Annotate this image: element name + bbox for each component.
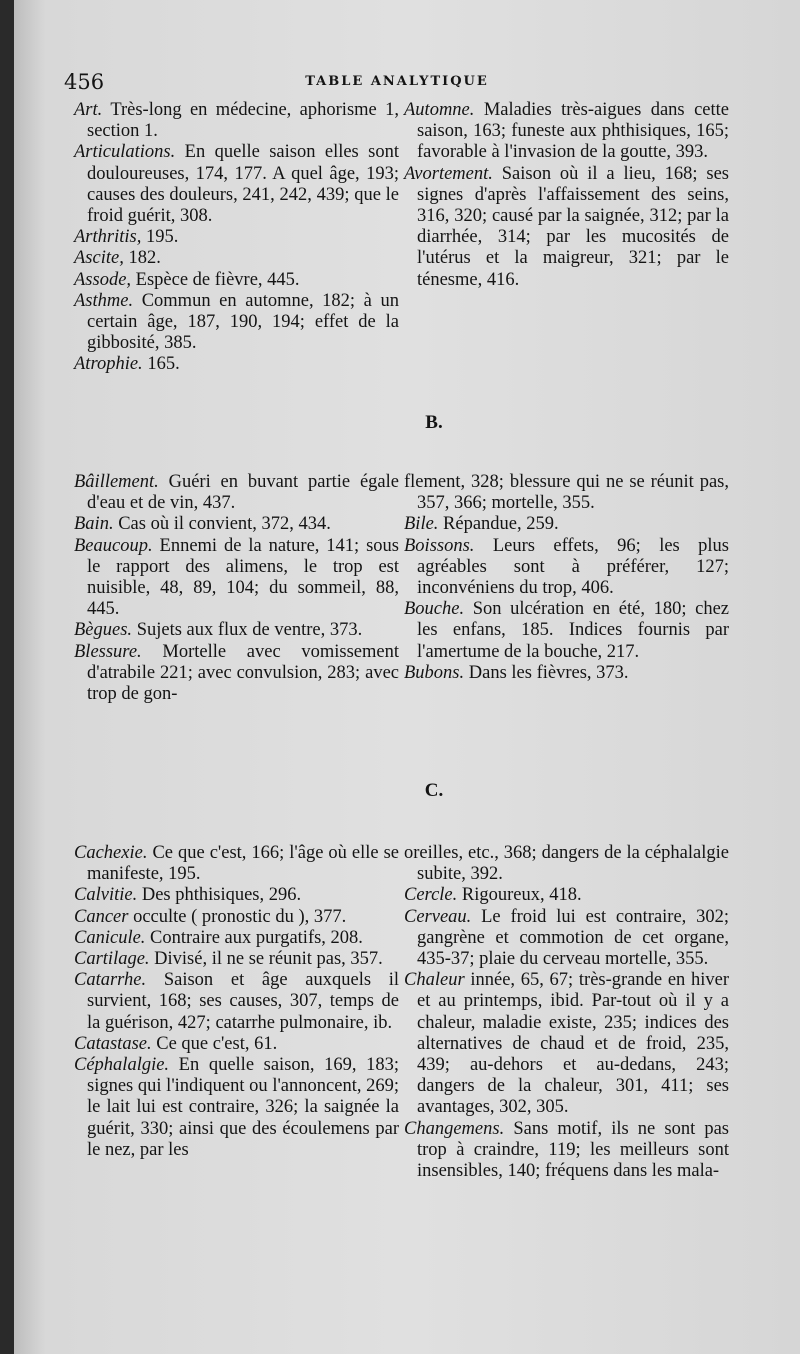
entry-term: Chaleur: [404, 970, 465, 991]
index-entry: [74, 536, 399, 621]
index-entry: [74, 1055, 399, 1161]
entry-text: Saison et âge auxquels il survient, 168; ses causes, 307, temps de la guérison, 427; catarrhe pulmonaire, ib.: [87, 970, 400, 1033]
entry-term: Avortement.: [404, 163, 493, 184]
entry-text: Contraire aux purgatifs, 208.: [150, 927, 363, 948]
entry-term: Cachexie.: [74, 843, 148, 863]
index-entry: [74, 514, 399, 535]
index-entry: [404, 885, 729, 906]
entry-text: Répandue, 259.: [443, 514, 559, 535]
entry-term: Bègues.: [74, 620, 133, 641]
entry-text: Sans motif, ils ne sont pas trop à craindre, 119; les meilleurs sont insensibles, 140; fréquens dans les mala-: [417, 1118, 729, 1182]
index-entry: [74, 291, 399, 355]
entry-text: Guéri en buvant partie égale d'eau et de vin, 437.: [87, 472, 399, 514]
running-title: TABLE ANALYTIQUE: [305, 74, 489, 89]
index-entry: [74, 1034, 399, 1055]
entry-text: Des phthisiques, 296.: [141, 885, 302, 906]
entry-text: Ce que c'est, 166; l'âge où elle se manifeste, 195.: [87, 843, 400, 885]
index-entry: [404, 907, 729, 971]
index-entry: [74, 100, 399, 142]
entry-term: Cerveau.: [404, 906, 472, 927]
page-number: 456: [64, 70, 105, 94]
entry-text: Son ulcération en été, 180; chez les enfans, 185. Indices fournis par l'amertume de la bouche, 217.: [417, 599, 729, 662]
index-entry: [74, 843, 399, 885]
column-left: [74, 100, 399, 376]
entry-text: 165.: [147, 354, 180, 375]
column-left: [74, 472, 399, 705]
index-entry: [404, 1119, 729, 1183]
entry-term: Ascite,: [74, 248, 124, 269]
entry-text: En quelle saison elles sont douloureuses, 174, 177. A quel âge, 193; causes des douleurs, 241, 242, 439; que le froid guérit, 308.: [87, 142, 399, 227]
entry-term: Cercle.: [404, 885, 458, 906]
entry-text: innée, 65, 67; très-grande en hiver et au printemps, ibid. Par-tout où il y a chaleur, maladie existe, 235; indices des alternatives de chaud et de froid, 235, 439; au-dehors et au-dedans, 243; dangers de la chaleur, 301, 411; ses avantages, 302, 305.: [417, 970, 729, 1118]
entry-term: Canicule.: [74, 927, 146, 948]
entry-text: flement, 328; blessure qui ne se réunit pas, 357, 366; mortelle, 355.: [404, 472, 729, 514]
column-right: [404, 100, 729, 291]
index-entry: [74, 354, 399, 375]
index-entry: [74, 970, 399, 1034]
index-entry: [404, 100, 729, 164]
index-entry: [404, 514, 729, 535]
index-entry: [74, 928, 399, 949]
index-entry: [404, 536, 729, 600]
section-letter-b: B.: [425, 412, 443, 433]
entry-text: Dans les fièvres, 373.: [468, 662, 629, 683]
index-entry: [74, 472, 399, 514]
entry-term: Arthritis,: [74, 227, 142, 248]
entry-text: occulte ( pronostic du ), 377.: [133, 906, 347, 927]
index-entry: [74, 885, 399, 906]
entry-term: Articulations.: [74, 142, 176, 163]
entry-term: Assode,: [74, 269, 132, 290]
index-entry: [74, 248, 399, 269]
entry-term: Bubons.: [404, 662, 465, 683]
entry-text: Cas où il convient, 372, 434.: [118, 514, 331, 535]
entry-text: Divisé, il ne se réunit pas, 357.: [154, 949, 383, 970]
entry-term: Automne.: [404, 100, 475, 120]
column-right: [404, 472, 729, 684]
index-entry: [74, 642, 399, 706]
entry-term: Cancer: [74, 906, 129, 927]
index-entry: [404, 599, 729, 663]
entry-term: Atrophie.: [74, 354, 143, 375]
index-entry: [74, 620, 399, 641]
index-entry: [74, 227, 399, 248]
entry-text: Mortelle avec vomissement d'atrabile 221; avec convulsion, 283; avec trop de gon-: [87, 641, 400, 705]
entry-term: Bile.: [404, 514, 439, 535]
entry-term: Beaucoup.: [74, 535, 153, 556]
entry-term: Bouche.: [404, 599, 465, 620]
column-left: [74, 843, 399, 1161]
index-entry: [404, 970, 729, 1118]
entry-text: Ce que c'est, 61.: [156, 1033, 278, 1054]
entry-term: Calvitie.: [74, 885, 138, 906]
entry-term: Art.: [74, 100, 103, 120]
index-entry: [404, 663, 729, 684]
index-entry: [74, 270, 399, 291]
index-entry: [404, 472, 729, 514]
entry-text: Leurs effets, 96; les plus agréables sont à préférer, 127; inconvéniens du trop, 406.: [417, 535, 730, 599]
page-header: [64, 70, 730, 100]
entry-term: Cartilage.: [74, 949, 150, 970]
entry-term: Céphalalgie.: [74, 1055, 170, 1076]
column-right: [404, 843, 729, 1182]
entry-term: Asthme.: [74, 290, 134, 311]
section-letter-c: C.: [424, 780, 444, 801]
entry-text: Rigoureux, 418.: [461, 885, 582, 906]
index-entry: [404, 843, 729, 885]
entry-term: Bain.: [74, 514, 114, 535]
entry-text: Maladies très-aigues dans cette saison, 163; funeste aux phthisiques, 165; favorable à l'invasion de la goutte, 393.: [417, 100, 730, 163]
entry-text: 182.: [128, 248, 161, 269]
entry-term: Changemens.: [404, 1118, 505, 1139]
entry-text: oreilles, etc., 368; dangers de la céphalalgie subite, 392.: [404, 843, 729, 885]
book-page: [14, 0, 800, 1354]
entry-text: Commun en automne, 182; à un certain âge, 187, 190, 194; effet de la gibbosité, 385.: [87, 290, 399, 354]
entry-text: Ennemi de la nature, 141; sous le rapport des alimens, le trop est nuisible, 48, 89, 104; du sommeil, 88, 445.: [87, 535, 399, 620]
entry-text: 195.: [145, 227, 179, 248]
index-entry: [74, 949, 399, 970]
entry-text: Espèce de fièvre, 445.: [135, 269, 300, 290]
index-entry: [404, 164, 729, 291]
entry-text: En quelle saison, 169, 183; signes qui l'indiquent ou l'annoncent, 269; le lait lui est contraire, 326; la saignée la guérit, 330; ainsi que des écoulemens par le nez, par les: [87, 1055, 399, 1160]
index-entry: [74, 142, 399, 227]
entry-text: Le froid lui est contraire, 302; gangrène et commotion de cet organe, 435-37; plaie du cerveau mortelle, 355.: [417, 906, 729, 970]
entry-term: Catastase.: [74, 1033, 152, 1054]
entry-term: Catarrhe.: [74, 970, 147, 991]
entry-term: Blessure.: [74, 641, 142, 662]
entry-text: Sujets aux flux de ventre, 373.: [136, 620, 363, 641]
entry-text: Saison où il a lieu, 168; ses signes d'après l'affaissement des seins, 316, 320; causé par la saignée, 312; par la diarrhée, 314; par les mucosités de l'utérus et la maigreur, 321; par le ténesme, 416.: [417, 163, 729, 290]
entry-text: Très-long en médecine, aphorisme 1, section 1.: [87, 100, 399, 142]
entry-term: Boissons.: [404, 535, 475, 556]
entry-term: Bâillement.: [74, 472, 159, 492]
index-entry: [74, 907, 399, 928]
